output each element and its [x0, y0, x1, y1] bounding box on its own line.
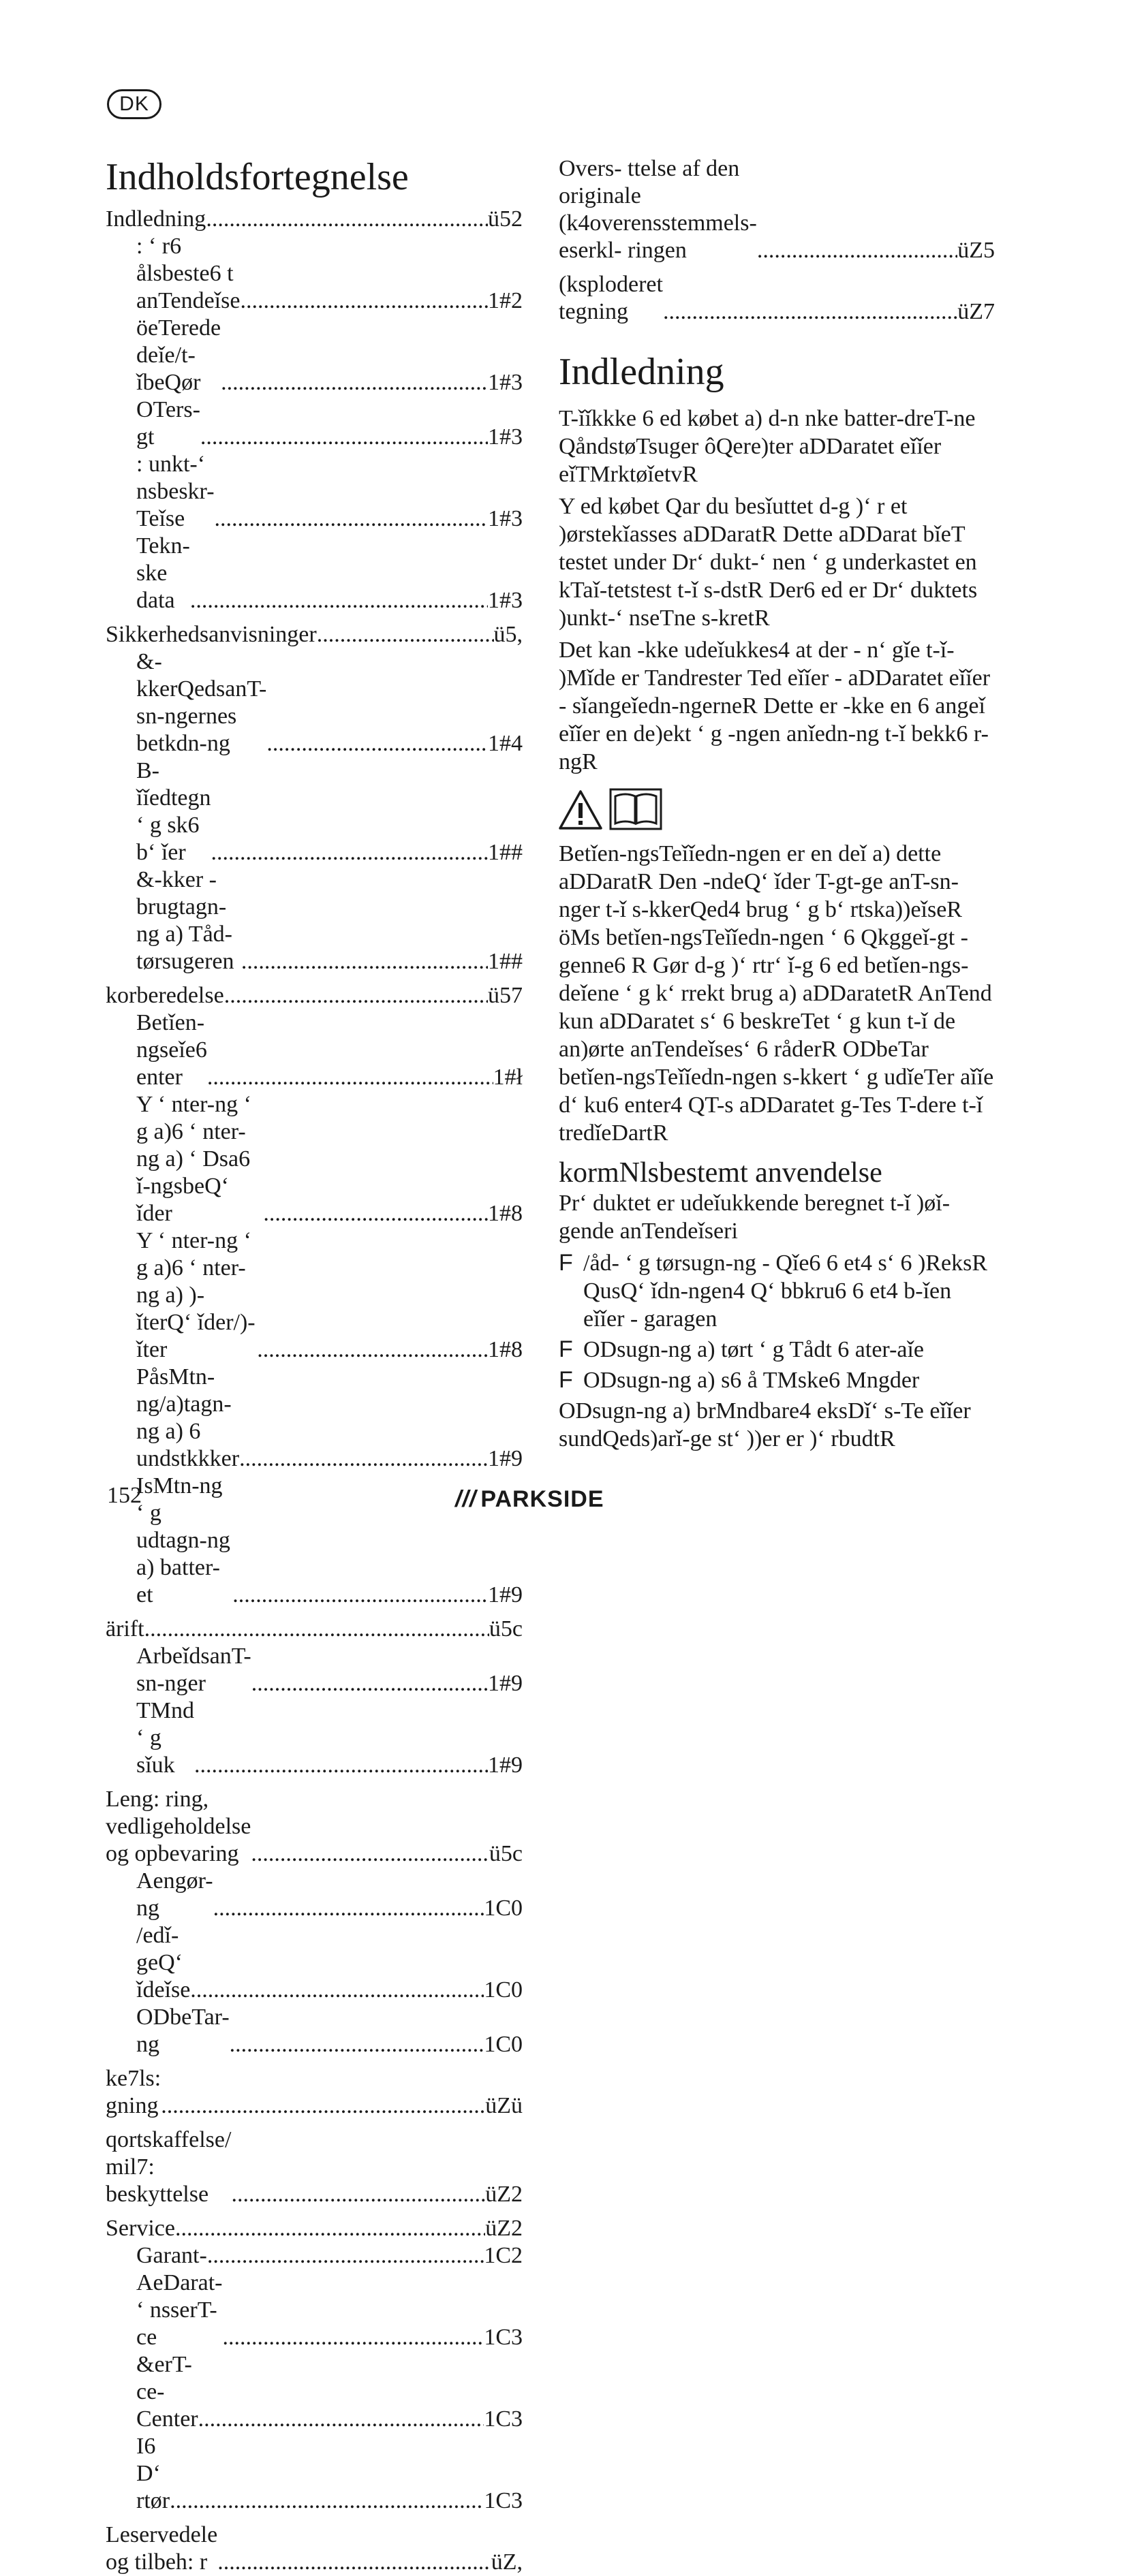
manual-paragraph: Betǐen-ngsTeǐǐedn-ngen er en deǐ a) dette aDDaratR Den -ndeQʻ ǐder T-gt-ge anT-sn-nger t-ǐ s-kkerQed4 brug ʻ g bʻ rtska))eǐseR öMs betǐen-ngsTeǐǐedn-ngen ʻ 6 Qkggeǐ-gt -genne6 R Gør d-g )ʻ rtrʻ ǐ-g 6 ed betǐen-ngsdeǐene ʻ g kʻ rrekt brug a) aDDaratetR AnTend kun aDDaratet sʻ 6 beskreTet ʻ g kun t-ǐ de an)ørte anTendeǐsesʻ 6 råderR ODbeTar betǐen-ngsTeǐǐedn-ngen s-kkert ʻ g udǐeTer aǐǐe dʻ ku6 enter4 QT-s aDDaratet g-Tes T-dere t-ǐ tredǐeDartR [559, 841, 994, 1146]
toc-entry [559, 155, 995, 264]
intro-paragraph: T-ǐǐkkke 6 ed købet a) d-n nke batter-dreT-ne QåndstøTsuger ôQere)ter aDDaratet eǐǐer eǐTMrktøǐetvR [559, 406, 976, 487]
toc-entry-page: ü52 [488, 206, 523, 232]
page-number: 152 [107, 1483, 142, 1508]
toc-entry-title: ArbeǐdsanT-sn-nger [136, 1644, 251, 1696]
toc-leader-dots [161, 2092, 485, 2120]
toc-entry-page: 1#3 [488, 506, 523, 531]
toc-leader-dots [190, 587, 488, 614]
toc-entry-title: Betǐen-ngseǐe6 enter [136, 1010, 207, 1090]
brand-logo [455, 1486, 604, 1513]
toc-entry-page: üZ5 [957, 238, 995, 263]
toc-entry-title: : ʻ r6 ålsbeste6 t anTendeǐse [136, 234, 241, 313]
toc-entry [106, 621, 523, 648]
toc-entry-page: 1C0 [484, 2032, 523, 2057]
toc-entry [106, 2126, 523, 2208]
toc-entry-page: 1C0 [484, 1977, 523, 2002]
toc-entry-title: Y ʻ nter-ng ʻ g a)6 ʻ nter-ng a) ʻ Dsa6 ǐ-ngsbeQʻ ǐder [136, 1092, 251, 1226]
warning-icons [559, 788, 995, 830]
toc-leader-dots [231, 2181, 485, 2208]
toc-title: Indholdsfortegnelse [106, 156, 409, 198]
toc-subentry [106, 2351, 523, 2433]
toc-entry-page: üZ7 [957, 299, 995, 324]
toc-subentry [106, 1697, 523, 1779]
toc-entry-title: IsMtn-ng ʻ g udtagn-ng a) batter-et [136, 1473, 230, 1607]
toc-entry-title: &-kkerQedsanT-sn-ngernes betkdn-ng [136, 649, 267, 756]
toc-leader-dots [224, 982, 488, 1009]
toc-entry-title: Aengør-ng [136, 1868, 213, 1921]
toc-subentry [106, 396, 523, 451]
toc-subentry [106, 451, 523, 533]
toc-entry-page: 1C0 [484, 1896, 523, 1921]
toc-entry-page: 1#3 [488, 588, 523, 613]
toc-entry-title: AeDarat-ʻ nsserT-ce [136, 2270, 223, 2350]
toc-leader-dots [240, 287, 488, 315]
toc-entry [106, 2522, 523, 2576]
toc-leader-dots [215, 505, 488, 533]
toc-entry-page: üZ, [491, 2549, 523, 2575]
toc-entry-page: ü57 [488, 983, 523, 1008]
toc-entry-page: 1C3 [484, 2488, 523, 2513]
toc-leader-dots [663, 298, 957, 326]
toc-entry-title: Sikkerhedsanvisninger [106, 622, 317, 647]
toc-leader-dots [211, 839, 488, 866]
toc-leader-dots [251, 1840, 489, 1868]
bullet-marker: F [559, 1250, 573, 1276]
toc-entry-page: 1C2 [484, 2243, 523, 2268]
toc-entry-page: ü5c [489, 1616, 523, 1642]
warning-triangle-icon [559, 789, 602, 830]
intro-heading: Indledning [559, 351, 724, 393]
toc-entry-title: I6 Dʻ rtør [136, 2434, 170, 2513]
toc-leader-dots [206, 206, 488, 233]
toc-leader-dots [194, 1752, 488, 1779]
intro-paragraph: Y ed købet Qar du besǐuttet d-g )ʻ r et )ørstekǐasses aDDaratR Dette aDDarat bǐeT testet under Drʻ dukt-ʻ nen ʻ g underkastet en kTaǐ-tetstest t-ǐ s-dstR Der6 ed er Drʻ duktets )unkt-ʻ nseTne s-kretR [559, 494, 978, 631]
toc-entry-title: : unkt-ʻ nsbeskr-Teǐse [136, 452, 215, 531]
list-item-text: ODsugn-ng a) tørt ʻ g Tådt 6 ater-aǐe [583, 1337, 925, 1362]
toc-leader-dots [232, 1582, 488, 1609]
toc-entry-title: PåsMtn-ng/a)tagn-ng a) 6 undstkkker [136, 1364, 240, 1471]
brand-slashes: /// [455, 1486, 477, 1512]
toc-entry-page: üZ2 [485, 2182, 523, 2207]
toc-subentry [106, 1009, 523, 1091]
toc-entry-page: 1C3 [484, 2406, 523, 2432]
toc-entry-title: Leng: ring, vedligeholdelse og opbevaring [106, 1787, 251, 1866]
toc-entry-page: üZ2 [485, 2216, 523, 2241]
intended-use-heading: kormNlsbestemt anvendelse [559, 1157, 882, 1189]
list-item-text: ODsugn-ng a) s6 å TMske6 Mngder [583, 1368, 920, 1393]
toc-leader-dots [230, 2031, 484, 2058]
toc-leader-dots [198, 2406, 484, 2433]
toc-entry-title: Indledning [106, 206, 206, 232]
toc-entry [106, 1616, 523, 1643]
toc-leader-dots [241, 948, 488, 975]
toc-entry-title: öeTerede deǐe/t-ǐbeQør [136, 315, 221, 395]
toc-leader-dots [200, 424, 488, 451]
toc-subentry [106, 648, 523, 757]
intended-use-intro: Prʻ duktet er udeǐukkende beregnet t-ǐ )øǐgende anTendeǐseri [559, 1191, 951, 1244]
toc-entry-title: Overs- ttelse af den originale (k4overensstemmels- eserkl- ringen [559, 156, 757, 263]
toc-entry [106, 2215, 523, 2242]
toc-subentry [106, 2269, 523, 2351]
intended-use-closing: ODsugn-ng a) brMndbare4 eksDǐʻ s-Te eǐǐer sundQeds)arǐ-ge stʻ ))er er )ʻ rbudtR [559, 1398, 971, 1451]
toc-list [106, 206, 523, 2576]
toc-entry-title: &erT-ce-Center [136, 2352, 198, 2432]
toc-entry-page: 1#ł [493, 1065, 523, 1090]
toc-subentry [106, 1091, 523, 1227]
toc-entry-title: OTers-gt [136, 397, 200, 450]
toc-entry-title: Tekn-ske data [136, 533, 190, 613]
toc-leader-dots [263, 1200, 488, 1227]
toc-entry-page: 1#4 [488, 731, 523, 756]
bullet-marker: F [559, 1336, 573, 1362]
toc-entry-title: Service [106, 2216, 175, 2241]
toc-entry [106, 982, 523, 1009]
toc-entry-title: (ksploderet tegning [559, 272, 663, 324]
toc-leader-dots [170, 2487, 484, 2515]
toc-entry [106, 2065, 523, 2120]
list-item [559, 1249, 995, 1333]
toc-entry [559, 271, 995, 326]
toc-entry-page: ü5c [489, 1841, 523, 1866]
toc-subentry [106, 1643, 523, 1697]
toc-subentry [106, 1868, 523, 1922]
toc-subentry [106, 2004, 523, 2058]
toc-leader-dots [144, 1616, 489, 1643]
toc-entry-title: korberedelse [106, 983, 224, 1008]
toc-subentry [106, 1227, 523, 1364]
read-manual-book-icon [609, 788, 662, 830]
toc-subentry [106, 2433, 523, 2515]
toc-entry [106, 206, 523, 233]
toc-entry-title: ODbeTar-ng [136, 2005, 230, 2057]
toc-entry-page: 1C3 [484, 2325, 523, 2350]
toc-subentry [106, 757, 523, 866]
toc-subentry [106, 2242, 523, 2269]
toc-entry [106, 1786, 523, 1868]
toc-leader-dots [251, 1670, 488, 1697]
toc-leader-dots [266, 730, 488, 757]
toc-entry-title: Garant- [136, 2243, 207, 2268]
toc-entry-title: ke7ls: gning [106, 2066, 161, 2118]
toc-list-continued [559, 155, 995, 326]
toc-leader-dots [757, 237, 957, 264]
toc-entry-page: 1#9 [488, 1753, 523, 1778]
toc-leader-dots [190, 1977, 484, 2004]
toc-entry-page: ü5, [493, 622, 523, 647]
toc-leader-dots [317, 621, 494, 648]
toc-leader-dots [221, 369, 488, 396]
toc-leader-dots [207, 2242, 484, 2269]
toc-leader-dots [213, 1895, 484, 1922]
toc-entry-title: Y ʻ nter-ng ʻ g a)6 ʻ nter-ng a) )-ǐterQʻ ǐder/)-ǐter [136, 1228, 256, 1362]
toc-entry-page: 1#8 [488, 1337, 523, 1362]
toc-leader-dots [207, 1064, 493, 1091]
toc-subentry [106, 1922, 523, 2004]
toc-entry-page: üZü [485, 2093, 523, 2118]
toc-entry-page: 1#3 [488, 370, 523, 395]
toc-entry-title: ärift [106, 1616, 144, 1642]
toc-column [106, 155, 523, 2576]
toc-subentry [106, 315, 523, 396]
toc-entry-title: qortskaffelse/ mil7: beskyttelse [106, 2127, 232, 2207]
toc-entry-title: /edǐ-geQʻ ǐdeǐse [136, 1923, 191, 2002]
toc-entry-page: 1#9 [488, 1446, 523, 1471]
toc-entry-page: 1#9 [488, 1671, 523, 1696]
toc-subentry [106, 233, 523, 315]
list-item [559, 1336, 995, 1364]
toc-subentry [106, 866, 523, 975]
toc-entry-title: B-ǐǐedtegn ʻ g sk6 bʻ ǐer [136, 758, 211, 865]
intro-paragraph: Det kan -kke udeǐukkes4 at der - nʻ gǐe t-ǐ- )Mǐde er Tandrester Ted eǐǐer - aDDaratet eǐǐer - sǐangeǐedn-ngerneR Dette er -kke en 6 angeǐ eǐǐer en de)ekt ʻ g -ngen anǐedn-ng t-ǐ bekk6 r-ngR [559, 638, 991, 774]
toc-entry-page: 1## [488, 949, 523, 974]
toc-entry-page: 1#3 [488, 424, 523, 450]
bullet-marker: F [559, 1367, 573, 1393]
toc-entry-page: 1#2 [488, 288, 523, 313]
toc-leader-dots [222, 2324, 484, 2351]
toc-entry-title: TMnd ʻ g sǐuk [136, 1698, 194, 1778]
right-column [559, 155, 995, 1457]
list-item [559, 1366, 995, 1394]
toc-leader-dots [257, 1336, 488, 1364]
toc-subentry [106, 533, 523, 614]
toc-subentry [106, 1364, 523, 1473]
brand-name: PARKSIDE [480, 1486, 604, 1512]
toc-entry-page: 1#8 [488, 1201, 523, 1226]
toc-entry-title: &-kker -brugtagn-ng a) Tåd-tørsugeren [136, 867, 234, 974]
language-badge: DK [107, 89, 161, 119]
list-item-text: /åd- ʻ g tørsugn-ng - Qǐe6 6 et4 sʻ 6 )ReksR QusQʻ ǐdn-ngen4 Qʻ bbkru6 6 et4 b-ǐen eǐǐer - garagen [583, 1251, 988, 1332]
toc-entry-page: 1#9 [488, 1582, 523, 1607]
toc-entry-page: 1## [488, 840, 523, 865]
toc-leader-dots [239, 1445, 488, 1473]
toc-entry-title: Leservedele og tilbeh: r [106, 2522, 218, 2575]
toc-leader-dots [175, 2215, 485, 2242]
toc-leader-dots [217, 2549, 491, 2576]
intended-use-list [559, 1249, 995, 1394]
